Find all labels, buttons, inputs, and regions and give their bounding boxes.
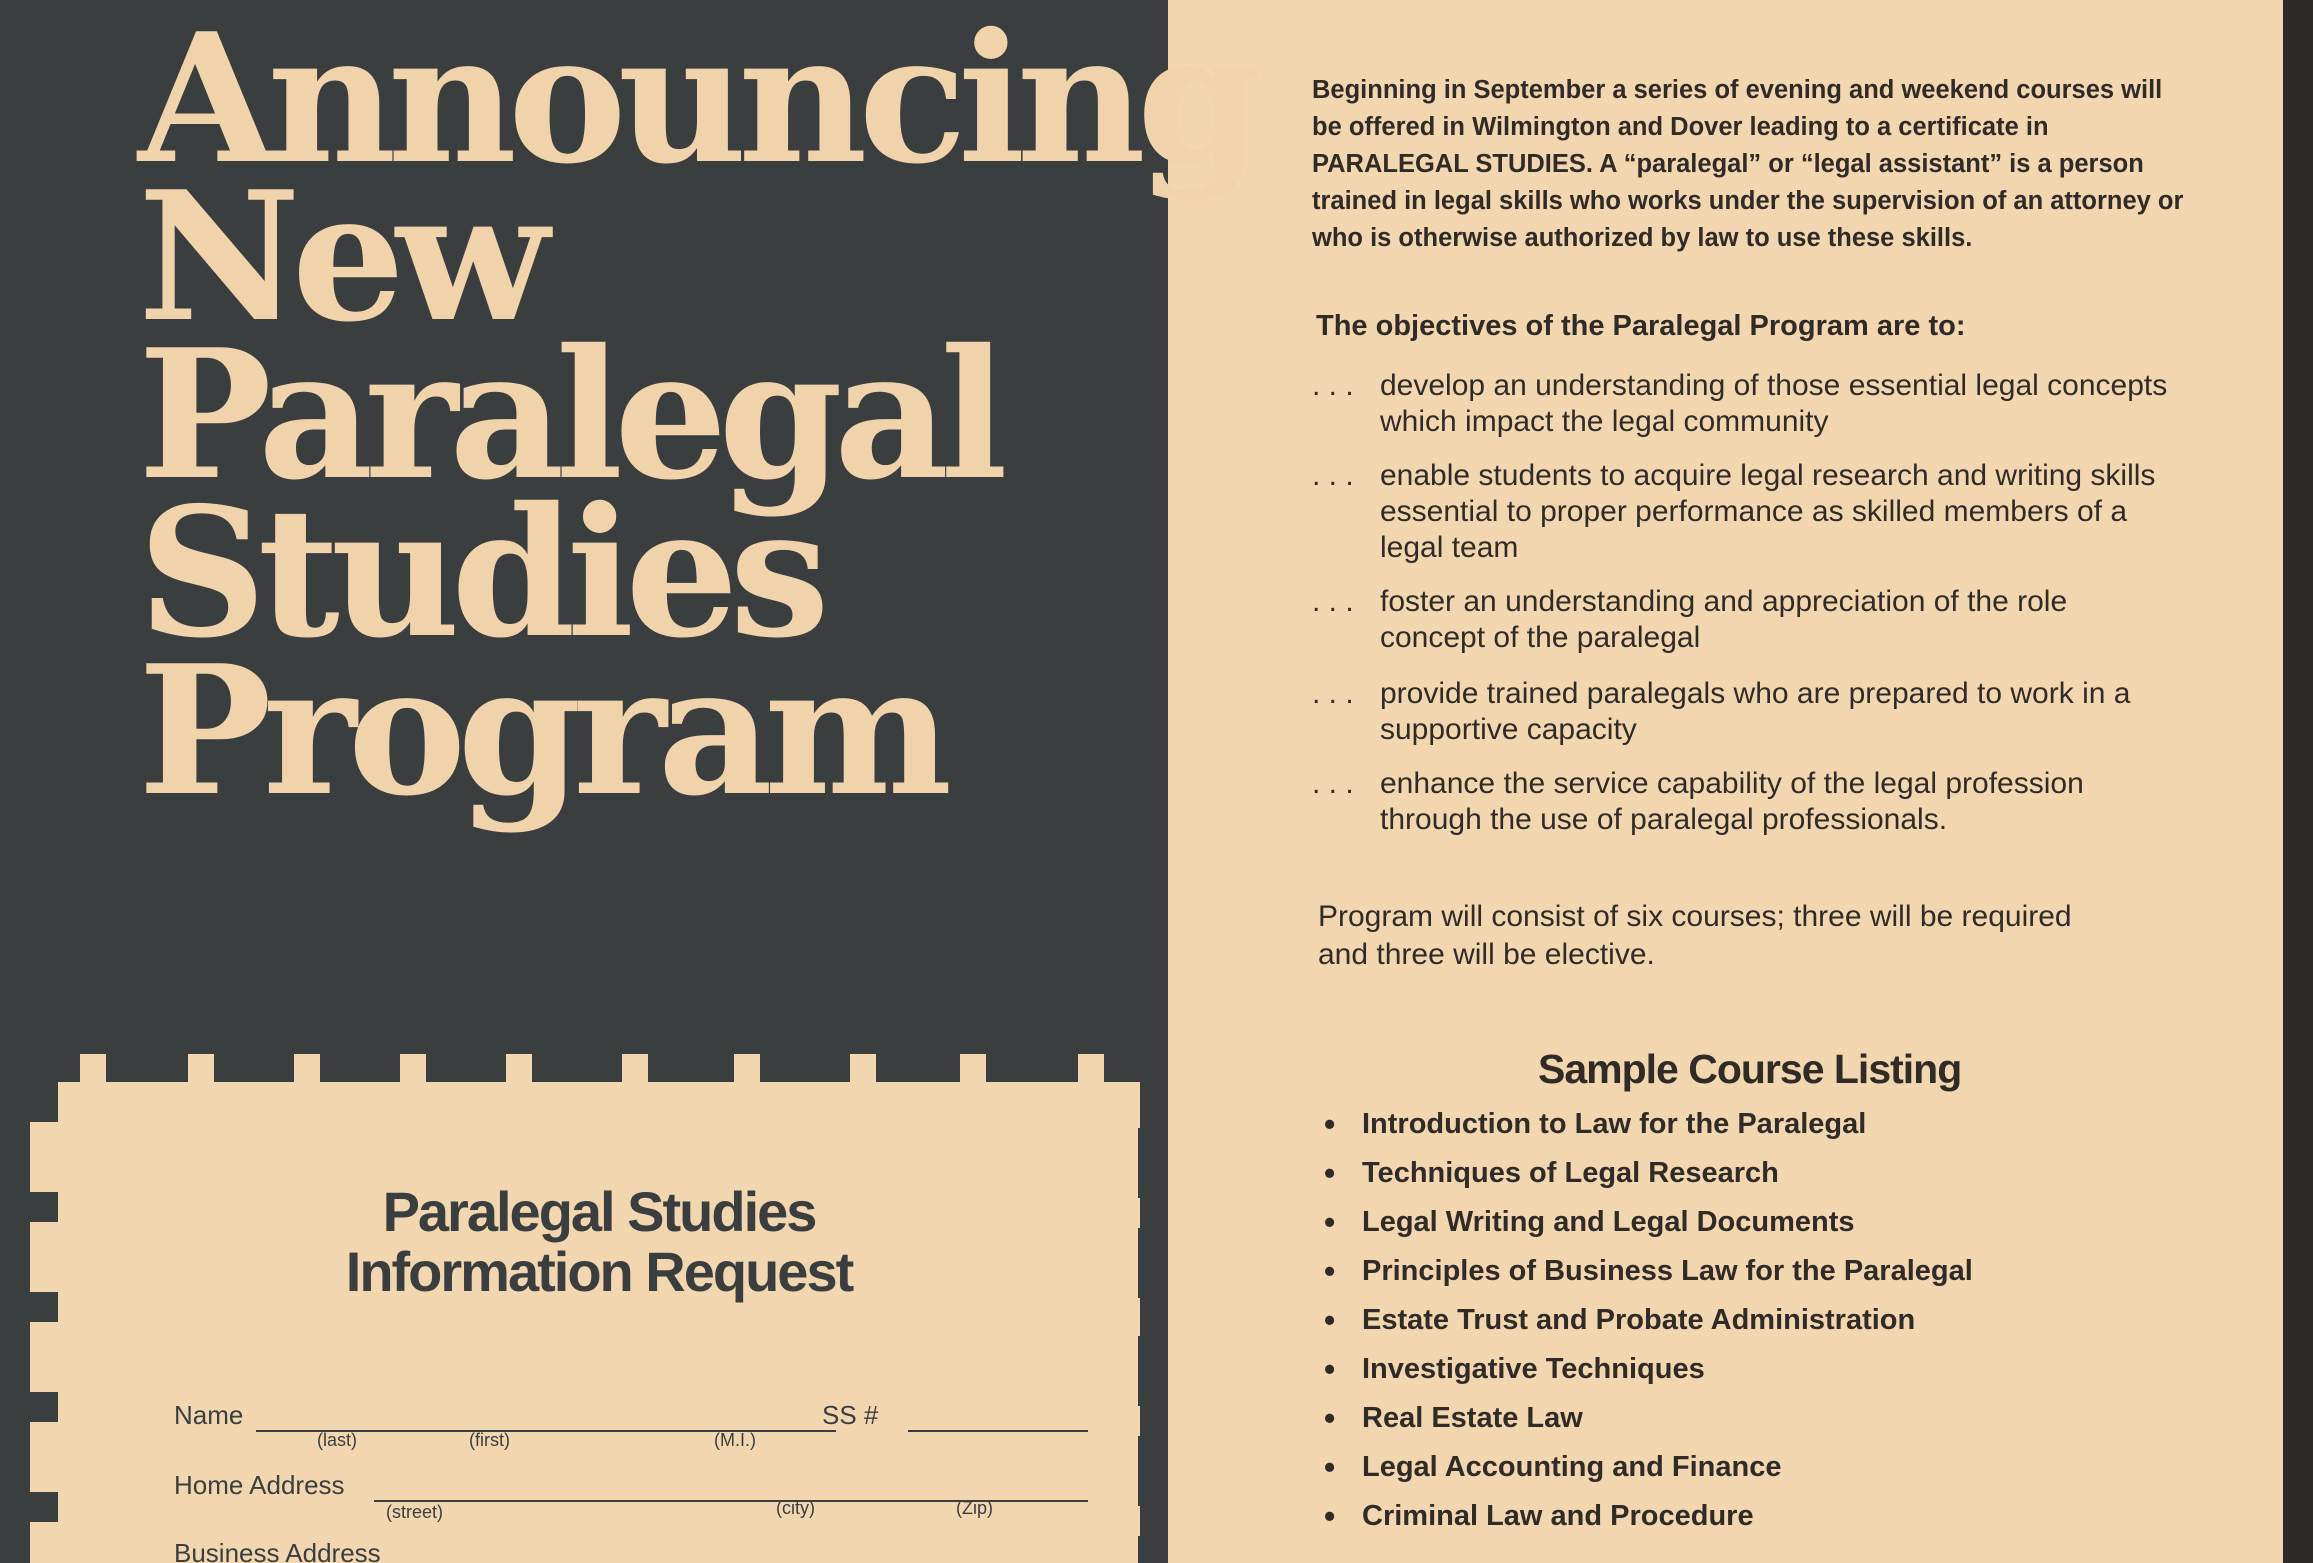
course-listing-title: Sample Course Listing [1538, 1046, 1962, 1092]
bullet-icon: • [1324, 1253, 1336, 1289]
perforation-tab [294, 1054, 320, 1086]
coupon-title-line-1: Paralegal Studies [382, 1180, 816, 1243]
course-name: Estate Trust and Probate Administration [1362, 1304, 1916, 1336]
name-sub-mi: (M.I.) [714, 1430, 756, 1450]
page-edge [2283, 0, 2313, 1563]
home-sub-zip: (Zip) [956, 1498, 993, 1518]
objective-item [1312, 368, 2172, 440]
ellipsis-prefix: . . . [1312, 459, 1354, 492]
bullet-icon: • [1324, 1449, 1336, 1485]
course-name: Real Estate Law [1362, 1402, 1583, 1434]
perforation-tab [80, 1054, 106, 1086]
home-sub-city: (city) [776, 1498, 815, 1518]
perforation-tab [400, 1054, 426, 1086]
ellipsis-prefix: . . . [1312, 585, 1354, 618]
name-label: Name [174, 1400, 244, 1430]
perforation-tab [30, 1322, 62, 1392]
perforation-mark [1138, 1336, 1168, 1406]
home-address-label: Home Address [174, 1470, 345, 1500]
intro-paragraph: Beginning in September a series of evening and weekend courses will be offered in Wilmington and Dover leading to a certificate in PARALEGAL STUDIES. A “paralegal” or “legal assistant” is a person trained in legal skills who works under the supervision of an attorney or who is otherwise authorized by law to use these skills. [1312, 76, 2184, 252]
bullet-icon: • [1324, 1302, 1336, 1338]
bullet-icon: • [1324, 1351, 1336, 1387]
perforation-mark [1138, 1536, 1168, 1563]
program-note: Program will consist of six courses; three will be required and three will be elective. [1318, 900, 2072, 971]
bullet-icon: • [1324, 1204, 1336, 1240]
ss-label: SS # [822, 1400, 879, 1430]
perforation-tab [622, 1054, 648, 1086]
perforation-tab [188, 1054, 214, 1086]
perforation-tab [30, 1522, 62, 1563]
headline-line-1: Announcing [138, 0, 1253, 203]
bullet-icon: • [1324, 1498, 1336, 1534]
ellipsis-prefix: . . . [1312, 767, 1354, 800]
course-name: Techniques of Legal Research [1362, 1157, 1779, 1189]
perforation-tab [30, 1422, 62, 1492]
coupon-title [58, 1182, 1140, 1302]
coupon-title-line-2: Information Request [345, 1240, 853, 1303]
perforation-tab [960, 1054, 986, 1086]
objective-text: develop an understanding of those essential legal concepts which impact the legal community [1380, 369, 2168, 438]
objective-item [1312, 584, 2172, 656]
course-name: Criminal Law and Procedure [1362, 1500, 1754, 1532]
name-sub-last: (last) [317, 1430, 357, 1450]
headline-line-3: Paralegal [138, 310, 999, 519]
perforation-tab [734, 1054, 760, 1086]
course-name: Legal Accounting and Finance [1362, 1451, 1782, 1483]
perforation-mark [1138, 1228, 1168, 1298]
bullet-icon: • [1324, 1155, 1336, 1191]
headline-line-2: New [138, 152, 541, 361]
perforation-tab [1078, 1054, 1104, 1086]
objective-item [1312, 766, 2172, 838]
perforation-mark [1138, 1436, 1168, 1506]
objective-text: enhance the service capability of the legal profession through the use of paralegal professionals. [1380, 767, 2084, 836]
objective-item [1312, 458, 2172, 566]
objective-text: provide trained paralegals who are prepared to work in a supportive capacity [1380, 677, 2131, 746]
objective-text: enable students to acquire legal research and writing skills essential to proper performance as skilled members of a legal team [1380, 459, 2156, 564]
bullet-icon: • [1324, 1106, 1336, 1142]
name-sub-first: (first) [469, 1430, 510, 1450]
course-name: Legal Writing and Legal Documents [1362, 1206, 1855, 1238]
headline-line-5: Program [138, 626, 944, 835]
information-request-coupon [58, 1082, 1140, 1563]
ellipsis-prefix: . . . [1312, 369, 1354, 402]
perforation-tab [850, 1054, 876, 1086]
objective-item [1312, 676, 2172, 748]
headline [138, 0, 1253, 835]
course-name: Principles of Business Law for the Paralegal [1362, 1255, 1973, 1287]
headline-line-4: Studies [138, 468, 821, 677]
objectives-heading: The objectives of the Paralegal Program are to: [1316, 310, 1966, 342]
business-address-label: Business Address [174, 1538, 381, 1563]
bullet-icon: • [1324, 1400, 1336, 1436]
home-sub-street: (street) [386, 1502, 444, 1522]
perforation-mark [1138, 1128, 1168, 1198]
perforation-tab [506, 1054, 532, 1086]
ss-field[interactable] [908, 1430, 1088, 1432]
ellipsis-prefix: . . . [1312, 677, 1354, 710]
objective-text: foster an understanding and appreciation of the role concept of the paralegal [1380, 585, 2068, 654]
course-name: Investigative Techniques [1362, 1353, 1705, 1385]
course-name: Introduction to Law for the Paralegal [1362, 1108, 1867, 1140]
